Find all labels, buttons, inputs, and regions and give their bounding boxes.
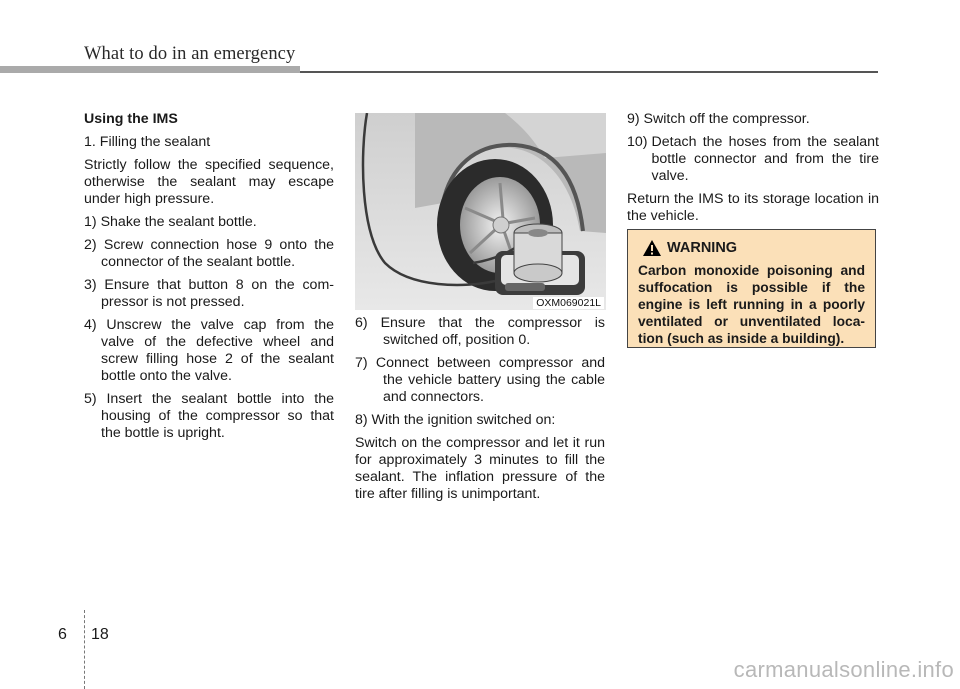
warning-text: Carbon monoxide poisoning and suffocation is possible if the engine is left running in a poorly ventilated or unventilated loca-tion (such as inside a building). [638,263,865,346]
warning-header [642,236,865,260]
header-rule [300,71,878,73]
step-4: 4) Unscrew the valve cap from the valve of the defective wheel and screw filling hose 2 of the sealant bottle onto the valve. [84,317,334,384]
step-1: 1) Shake the sealant bottle. [84,214,257,230]
compressor-tire-illustration [355,113,606,310]
site-watermark: carmanualsonline.info [733,657,954,682]
step-2: 2) Screw connection hose 9 onto the connector of the sealant bottle. [84,237,334,270]
step-9: 9) Switch off the compressor. [627,111,810,127]
tire-compressor-drawing [355,113,606,310]
column-2 [355,315,605,509]
step-8: 8) With the ignition switched on: [355,412,556,428]
chapter-number: 6 [58,626,67,643]
page-header-title: What to do in an emergency [84,44,296,64]
figure-caption: OXM069021L [533,297,604,309]
column-3 [627,111,879,231]
step-10-number: 10) [627,134,648,150]
column-1 [84,111,334,448]
warning-title: WARNING [667,240,738,256]
section-heading: Using the IMS [84,111,178,127]
warning-triangle-icon [642,239,662,257]
step-7: 7) Connect between compressor and the vehicle battery using the cable and connectors. [355,355,605,405]
intro-paragraph: Strictly follow the specified sequence, otherwise the sealant may escape under high pressure. [84,157,334,207]
page-number: 18 [91,626,109,643]
storage-paragraph: Return the IMS to its storage location in the vehicle. [627,191,879,224]
step-10 [627,134,879,185]
step-3: 3) Ensure that button 8 on the com-pressor is not pressed. [84,277,334,310]
warning-box [627,229,876,348]
step-6: 6) Ensure that the compressor is switched off, position 0. [355,315,605,348]
subsection-heading: 1. Filling the sealant [84,134,211,150]
step-10-text: Detach the hoses from the sealant bottle connector and from the tire valve. [651,134,879,184]
compressor-run-paragraph: Switch on the compressor and let it run for approximately 3 minutes to fill the sealant. The inflation pressure of the tire after filling is unimportant. [355,435,605,502]
step-5: 5) Insert the sealant bottle into the housing of the compressor so that the bottle is upright. [84,391,334,441]
header-accent-bar [0,66,300,73]
footer-divider [84,610,85,689]
